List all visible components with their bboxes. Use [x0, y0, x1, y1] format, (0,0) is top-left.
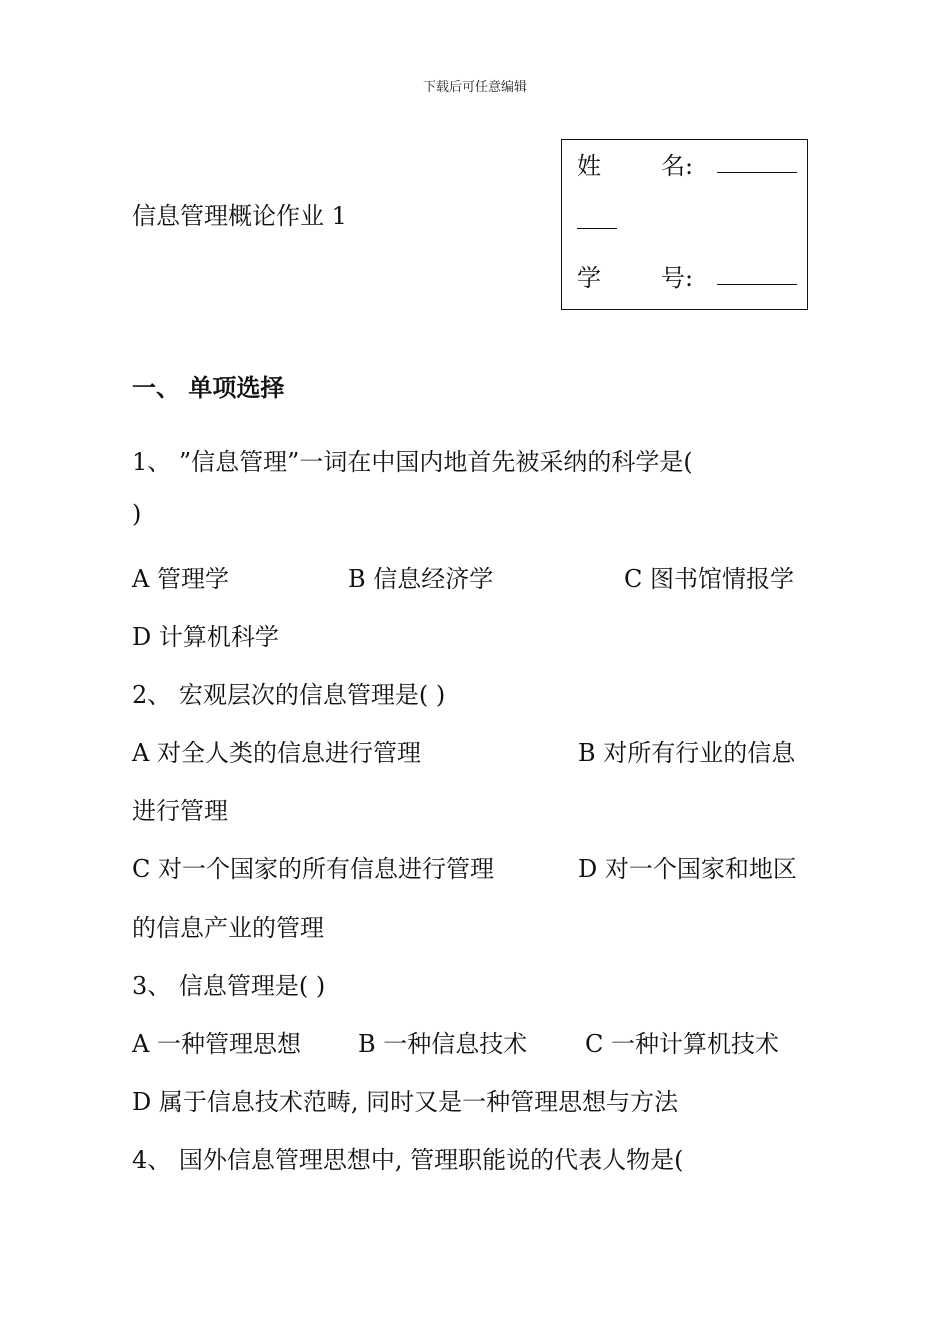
question-4-line-1: 4、 国外信息管理思想中, 管理职能说的代表人物是(: [132, 1146, 684, 1174]
name-blank-continued[interactable]: [577, 208, 617, 229]
question-1-option-c: C 图书馆情报学: [624, 565, 794, 593]
name-label-char-1: 姓: [577, 152, 601, 180]
question-3-option-a: A 一种管理思想: [132, 1030, 301, 1058]
question-1-option-a: A 管理学: [132, 565, 229, 593]
document-title: 信息管理概论作业 1: [132, 202, 347, 230]
question-2-option-d: D 对一个国家和地区: [578, 855, 797, 883]
question-3-line-1: 3、 信息管理是( ): [132, 972, 326, 1000]
question-2-line-1: 2、 宏观层次的信息管理是( ): [132, 681, 446, 709]
question-3-option-c: C 一种计算机技术: [585, 1030, 779, 1058]
question-2-option-d-continued: 的信息产业的管理: [132, 914, 324, 942]
student-no-blank[interactable]: [717, 264, 797, 285]
header-note: 下载后可任意编辑: [422, 80, 527, 95]
question-1-line-2: ): [132, 500, 142, 528]
name-blank[interactable]: [717, 152, 797, 173]
student-info-box: [561, 139, 808, 310]
question-2-option-c: C 对一个国家的所有信息进行管理: [132, 855, 494, 883]
question-3-option-d: D 属于信息技术范畴, 同时又是一种管理思想与方法: [132, 1088, 679, 1116]
question-1-option-d: D 计算机科学: [132, 623, 279, 651]
name-label-char-2: 名:: [661, 152, 694, 180]
section-title: 一、 单项选择: [132, 374, 285, 402]
question-3-option-b: B 一种信息技术: [358, 1030, 528, 1058]
question-1-option-b: B 信息经济学: [348, 565, 494, 593]
student-no-label-char-1: 学: [577, 264, 601, 292]
question-2-option-b: B 对所有行业的信息: [578, 739, 796, 767]
question-2-option-b-continued: 进行管理: [132, 797, 228, 825]
student-no-label-char-2: 号:: [661, 264, 694, 292]
question-2-option-a: A 对全人类的信息进行管理: [132, 739, 421, 767]
question-1-line-1: 1、 ”信息管理”一词在中国内地首先被采纳的科学是(: [132, 448, 693, 476]
